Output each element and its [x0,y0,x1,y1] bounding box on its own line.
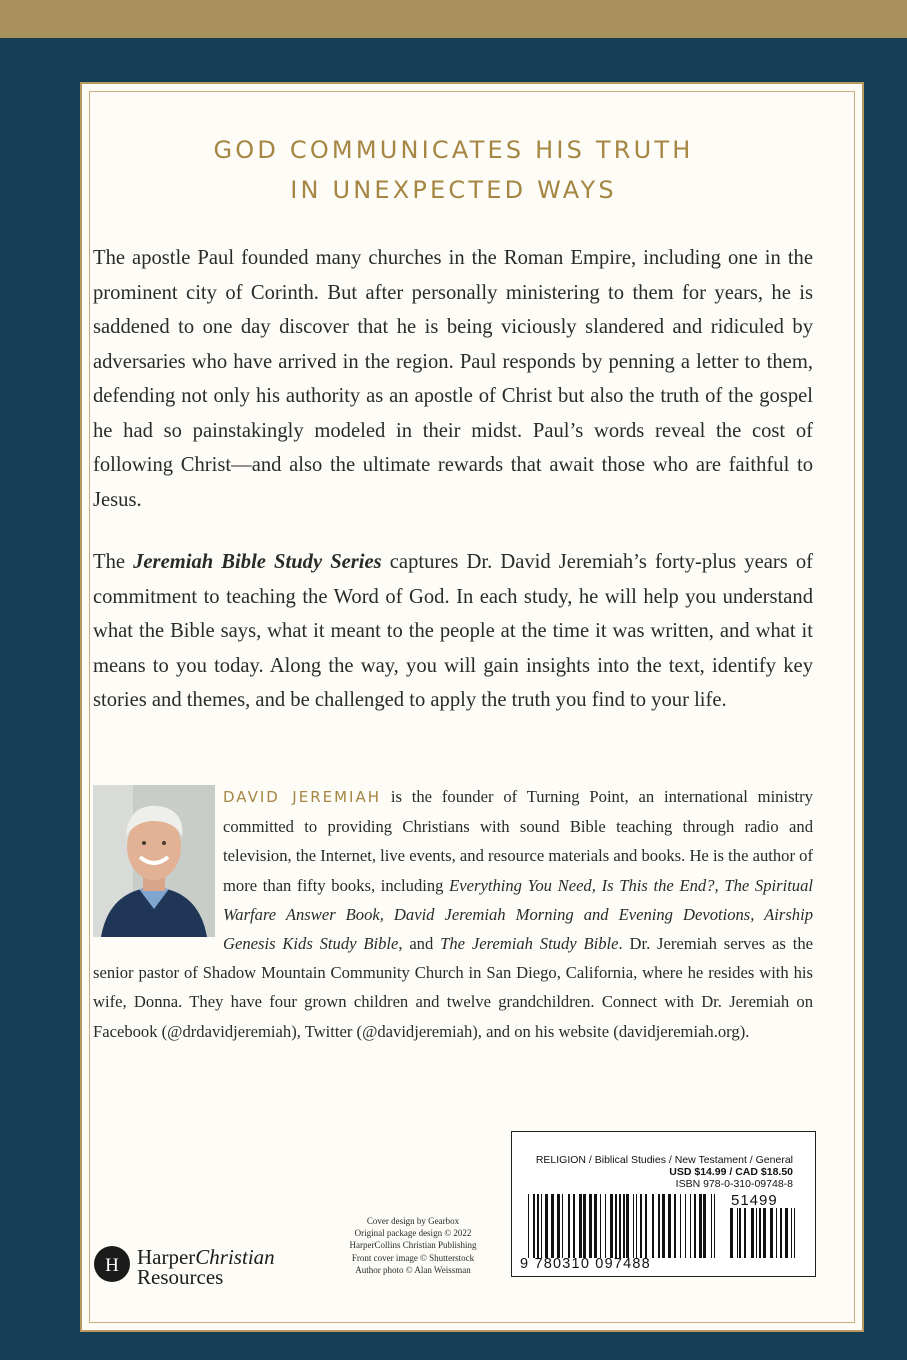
barcode-bar [780,1208,782,1258]
bisac-category: RELIGION / Biblical Studies / New Testament / General [535,1154,793,1166]
barcode-bar [680,1194,681,1258]
barcode-bar [785,1208,788,1258]
publisher-monogram: H [105,1255,119,1276]
isbn-label: ISBN 978-0-310-09748-8 [675,1178,793,1190]
publisher-name-line-2: Resources [137,1265,224,1288]
barcode-bar [645,1194,647,1258]
isbn-barcode [526,1194,718,1258]
barcode-bar [737,1208,738,1258]
credit-line: Original package design © 2022 [354,1228,472,1239]
barcode-bar [763,1208,766,1258]
barcode-bar [640,1194,642,1258]
barcode-bar [652,1194,654,1258]
barcode-bar [759,1208,761,1258]
barcode-bar [626,1194,629,1258]
barcode-bar [579,1194,582,1258]
barcode-bar [619,1194,621,1258]
barcode-bar [685,1194,686,1258]
barcode-bar [699,1194,702,1258]
publisher-name-regular: Harper [137,1245,196,1269]
barcode-bar [794,1208,795,1258]
barcode-bar [770,1208,773,1258]
barcode-bar [714,1194,715,1258]
publisher-name-italic: Christian [195,1245,275,1269]
description-paragraph-1: The apostle Paul founded many churches in the Roman Empire, including one in the prominent city of Corinth. But after personally ministering to them for years, he is saddened to one day discover that he is being viciously slandered and ridiculed by adversaries who have arrived in the region. Paul responds by penning a letter to them, defending not only his authority as an apostle of Christ but also the truth of the gospel he had so painstakingly modeled in their midst. Paul’s words reveal the cost of following Christ—and also the ultimate rewards that await those who are faithful to Jesus. [93,247,813,511]
gold-top-band [0,0,907,38]
barcode-bar [533,1194,535,1258]
author-book-study-bible: The Jeremiah Study Bible [440,934,619,954]
barcode-bar [694,1194,696,1258]
credit-line: Cover design by Gearbox [366,1216,460,1226]
barcode-bar [703,1194,706,1258]
barcode-bar [791,1208,792,1258]
barcode-bar [605,1194,606,1258]
author-bio [93,782,813,1046]
barcode-bar [568,1194,570,1258]
barcode-bar [541,1194,542,1258]
headline-line-2: IN UNEXPECTED WAYS [290,176,617,204]
author-bio-part-3: . Dr. Jeremiah serves as the senior pastor of Shadow Mountain Community Church in San Diego, California, where he resides with his wife, Donna. They have four grown children and twelve grandchildren. Connect with Dr. Jeremiah on Facebook (@drdavidjeremiah), Twitter (@davidjeremiah), and on his website (davidjeremiah.org). [93,934,813,1041]
barcode-bar [711,1194,712,1258]
publisher-logo [93,1240,313,1288]
series-title: Jeremiah Bible Study Series [133,551,382,573]
barcode-bar [623,1194,625,1258]
barcode-bar [744,1208,746,1258]
barcode-bar [636,1194,637,1258]
barcode-digits: 9 780310 097488 [520,1256,651,1272]
price-label: USD $14.99 / CAD $18.50 [669,1166,793,1178]
barcode-bar [537,1194,539,1258]
author-bio-part-2: , and [398,934,441,954]
credit-line: HarperCollins Christian Publishing [349,1240,477,1251]
barcode-bar [545,1194,548,1258]
barcode-bar [573,1194,575,1258]
headline-line-1: GOD COMMUNICATES HIS TRUTH [213,136,694,164]
barcode-bar [610,1194,613,1258]
description-paragraph-2 [93,545,813,718]
barcode-bar [739,1208,741,1258]
price-barcode [728,1208,798,1258]
barcode-bar [756,1208,757,1258]
barcode-bar [658,1194,660,1258]
barcode-bar [615,1194,617,1258]
barcode-bar [594,1194,597,1258]
barcode-bar [600,1194,601,1258]
author-bio-part-1: is the founder of Turning Point, an international ministry committed to providing Christians with sound Bible teaching through radio and television, the Internet, live events, and resource materials and books. He is the author of more than fifty books, including [223,787,813,895]
series-prefix: The [93,551,134,573]
cover-credits [333,1215,493,1276]
credit-line: Front cover image © Shutterstock [351,1252,475,1263]
author-name: DAVID JEREMIAH [223,788,381,806]
barcode-bar [583,1194,586,1258]
barcode-bar [557,1194,560,1258]
barcode-bar [528,1194,529,1258]
barcode-bar [589,1194,592,1258]
barcode-bar [776,1208,777,1258]
barcode-bar [690,1194,691,1258]
barcode-bar [751,1208,754,1258]
barcode-bar [551,1194,554,1258]
barcode-box [511,1131,816,1277]
barcode-bar [562,1194,563,1258]
author-book-titles: Everything You Need, Is This the End?, The Spiritual Warfare Answer Book, David Jeremiah Morning and Evening Devotions, Airship Genesis Kids Study Bible [223,875,814,954]
barcode-bar [674,1194,676,1258]
barcode-bar [668,1194,671,1258]
barcode-bar [662,1194,665,1258]
barcode-bar [730,1208,733,1258]
barcode-bar [633,1194,634,1258]
series-description: captures Dr. David Jeremiah’s forty-plus years of commitment to teaching the Word of God. In each study, he will help you understand what the Bible says, what it meant to the people at the time it was written, and what it means to you today. Along the way, you will gain insights into the text, identify key stories and themes, and be challenged to apply the truth you find to your life. [93,551,813,711]
supplement-digits: 51499 [731,1192,778,1209]
credit-line: Author photo © Alan Weissman [355,1264,471,1275]
